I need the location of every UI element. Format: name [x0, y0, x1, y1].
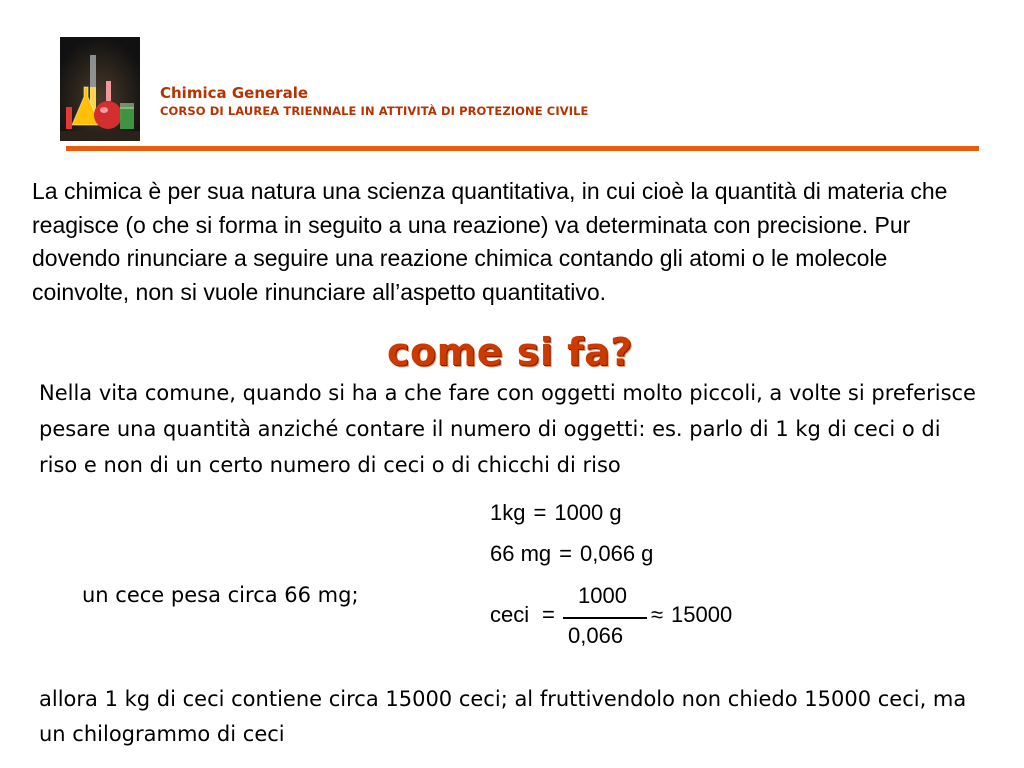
- equation-rhs: 1000 g: [554, 500, 622, 525]
- approx-sign: ≈: [651, 602, 664, 627]
- chickpea-weight-note: un cece pesa circa 66 mg;: [82, 583, 359, 607]
- equation-lhs: 66 mg: [490, 541, 552, 566]
- equals-sign: =: [559, 541, 573, 566]
- equation-rhs: 15000: [671, 602, 733, 627]
- example-paragraph: Nella vita comune, quando si ha a che fare con oggetti molto piccoli, a volte si preferisce pesare una quantità anziché contare il numero di oggetti: es. parlo di 1 kg di ceci o di riso e non di un certo numero di ceci o di chicchi di riso: [39, 381, 976, 477]
- fraction-numerator: 1000: [578, 583, 627, 608]
- equals-sign: =: [533, 500, 547, 525]
- equation-kg: [490, 500, 622, 526]
- fraction-denominator: 0,066: [568, 623, 624, 648]
- equation-lhs: ceci: [490, 602, 530, 627]
- course-title: Chimica Generale: [160, 84, 309, 102]
- question-heading: come si fa?: [387, 330, 633, 374]
- equation-mg: [490, 541, 653, 567]
- equation-lhs: 1kg: [490, 500, 526, 525]
- conclusion-paragraph: allora 1 kg di ceci contiene circa 15000 ceci; al fruttivendolo non chiedo 15000 ceci, ma un chilogrammo di ceci: [39, 687, 967, 746]
- fraction-bar: [563, 617, 647, 619]
- chemistry-glassware-icon: [60, 37, 140, 141]
- course-subtitle: CORSO DI LAUREA TRIENNALE IN ATTIVITÀ DI PROTEZIONE CIVILE: [160, 104, 589, 118]
- header-divider: [66, 146, 979, 151]
- intro-paragraph: La chimica è per sua natura una scienza quantitativa, in cui cioè la quantità di materia che reagisce (o che si forma in seguito a una reazione) va determinata con precisione. Pur dovendo rinunciare a seguire una reazione chimica contando gli atomi o le molecole coinvolte, non si vuole rinunciare all’aspetto quantitativo.: [32, 178, 948, 305]
- equals-sign: =: [542, 602, 555, 627]
- equation-rhs: 0,066 g: [580, 541, 654, 566]
